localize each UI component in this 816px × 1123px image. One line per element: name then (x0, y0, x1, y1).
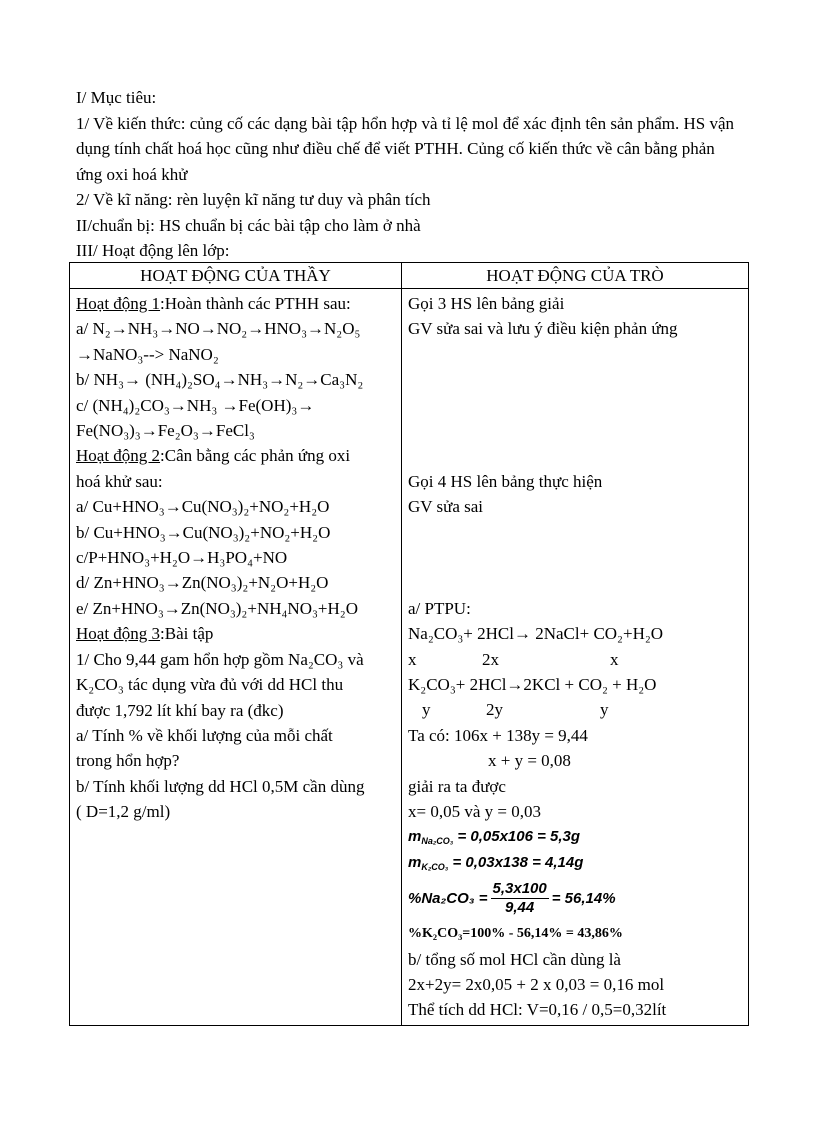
solution-equation-2-moles: y 2y y (422, 700, 609, 720)
solution-solve-label: giải ra ta được (408, 776, 506, 796)
activities-heading: III/ Hoạt động lên lớp: (76, 241, 230, 260)
solution-hcl-moles: 2x+2y= 2x0,05 + 2 x 0,03 = 0,16 mol (408, 975, 665, 995)
solution-equation-1: Na₂CO₃+ 2HCl→ 2NaCl+ CO₂+H₂O (408, 624, 664, 644)
solution-system-eq2: x + y = 0,08 (488, 751, 571, 771)
activity-2-line-e: e/ Zn+HNO₃→Zn(NO₃)₂+NH₄NO₃+H₂O (76, 598, 358, 618)
problem-line-2: K₂CO₃ tác dụng vừa đủ với dd HCl thu (76, 675, 344, 695)
activity-3-label: Hoạt động 3 (76, 624, 161, 644)
solution-system-eq1: Ta có: 106x + 138y = 9,44 (408, 725, 588, 745)
activities-table (69, 262, 749, 1026)
spacer (76, 875, 397, 900)
activity-2-label: Hoạt động 2 (76, 446, 161, 466)
spacer (76, 926, 397, 951)
spacer (408, 545, 744, 570)
solution-mass-na2co3: $m_{Na_2CO_3} = 0,05x106 = 5,3g$ (408, 828, 581, 847)
activity-1-title: Hoạt động 1:Hoàn thành các PTHH sau: (76, 294, 351, 313)
percent-fraction: $\frac{5,3x100}{9,44}$ (492, 879, 547, 916)
problem-line-3: được 1,792 lít khí bay ra (đkc) (76, 700, 284, 720)
spacer (76, 977, 397, 1002)
activity-1-line-c2: Fe(NO₃)₃→Fe₂O₃→FeCl₃ (76, 421, 255, 441)
student-act2-line2: GV sửa sai (408, 497, 484, 517)
solution-hcl-volume: Thể tích dd HCl: V=0,16 / 0,5=0,32lít (408, 1000, 667, 1020)
student-act2-line1: Gọi 4 HS lên bảng thực hiện (408, 471, 603, 491)
intro-section (76, 85, 736, 264)
objective-skills: 2/ Về kĩ năng: rèn luyện kĩ năng tư duy và phân tích (76, 190, 431, 209)
table-header-row (70, 263, 749, 289)
solution-equation-1-moles: x 2x x (408, 649, 619, 669)
solution-part-b: b/ tổng số mol HCl cần dùng là (408, 949, 621, 969)
activity-2-title: Hoạt động 2:Cân bằng các phản ứng oxi (76, 446, 351, 466)
student-act1-line1: Gọi 3 HS lên bảng giải (408, 294, 565, 313)
solution-equation-2: K₂CO₃+ 2HCl→2KCl + CO₂ + H₂O (408, 674, 657, 694)
problem-line-4: a/ Tính % về khối lượng của mỗi chất (76, 725, 333, 745)
spacer (76, 850, 397, 875)
spacer (76, 825, 397, 850)
solution-mass-k2co3: $m_{K_2CO_3} = 0,03x138 = 4,14g$ (408, 853, 584, 872)
solution-percent-na2co3: %Na₂CO₃ = $\frac{5,3x100}{9,44}$ = 56,14% (408, 879, 616, 916)
spacer (408, 418, 744, 443)
activity-2-line-d: d/ Zn+HNO₃→Zn(NO₃)₂+N₂O+H₂O (76, 573, 329, 593)
activity-2-line-c: c/P+HNO₃+H₂O→H₃PO₄+NO (76, 548, 288, 568)
activity-2-line-a: a/ Cu+HNO₃→Cu(NO₃)₂+NO₂+H₂O (76, 497, 330, 517)
activity-3-title: Hoạt động 3:Bài tập (76, 624, 214, 644)
problem-line-1: 1/ Cho 9,44 gam hổn hợp gồm Na₂CO₃ và (76, 649, 364, 669)
solution-xy-values: x= 0,05 và y = 0,03 (408, 802, 541, 821)
activity-1-line-c1: c/ (NH₄)₂CO₃→NH₃ →Fe(OH)₃→ (76, 395, 315, 415)
solution-percent-k2co3: %K₂CO₃=100% - 56,14% = 43,86% (408, 926, 623, 942)
student-activities-cell (402, 289, 749, 1026)
problem-line-5: trong hổn hợp? (76, 751, 180, 771)
solution-ptpu: a/ PTPU: (408, 598, 471, 618)
table-row (70, 289, 749, 1026)
activity-1-label: Hoạt động 1 (76, 294, 161, 313)
spacer (408, 570, 744, 595)
spacer (408, 520, 744, 545)
activity-2-line-b: b/ Cu+HNO₃→Cu(NO₃)₂+NO₂+H₂O (76, 522, 331, 542)
spacer (76, 951, 397, 976)
preparation: II/chuẩn bị: HS chuẩn bị các bài tập cho làm ở nhà (76, 215, 421, 235)
problem-line-7: ( D=1,2 g/ml) (76, 802, 171, 822)
spacer (408, 443, 744, 468)
spacer (408, 342, 744, 367)
spacer (408, 367, 744, 392)
activity-1-line-b: b/ NH₃→ (NH₄)₂SO₄→NH₃→N₂→Ca₃N₂ (76, 370, 364, 390)
spacer (408, 393, 744, 418)
teacher-column-header: HOẠT ĐỘNG CỦA THẦY (70, 263, 402, 289)
problem-line-6: b/ Tính khối lượng dd HCl 0,5M cần dùng (76, 776, 365, 796)
activity-1-line-a1: a/ N₂→NH₃→NO→NO₂→HNO₃→N₂O₅ (76, 319, 361, 339)
spacer (76, 901, 397, 926)
student-act1-line2: GV sửa sai và lưu ý điều kiện phản ứng (408, 319, 678, 339)
activity-2-title-cont: hoá khử sau: (76, 471, 163, 491)
teacher-activities-cell (70, 289, 402, 1026)
objectives-heading: I/ Mục tiêu: (76, 88, 157, 107)
objective-knowledge: 1/ Về kiến thức: củng cố các dạng bài tập hổn hợp và tỉ lệ mol để xác định tên sản phẩm. HS vận dụng tính chất hoá học cũng như điều chế để viết PTHH. Củng cố kiến thức về cân bằng phản ứng oxi hoá khử (76, 113, 735, 184)
activity-1-line-a2: →NaNO₃--> NaNO₂ (76, 344, 219, 364)
student-column-header: HOẠT ĐỘNG CỦA TRÒ (402, 263, 749, 289)
